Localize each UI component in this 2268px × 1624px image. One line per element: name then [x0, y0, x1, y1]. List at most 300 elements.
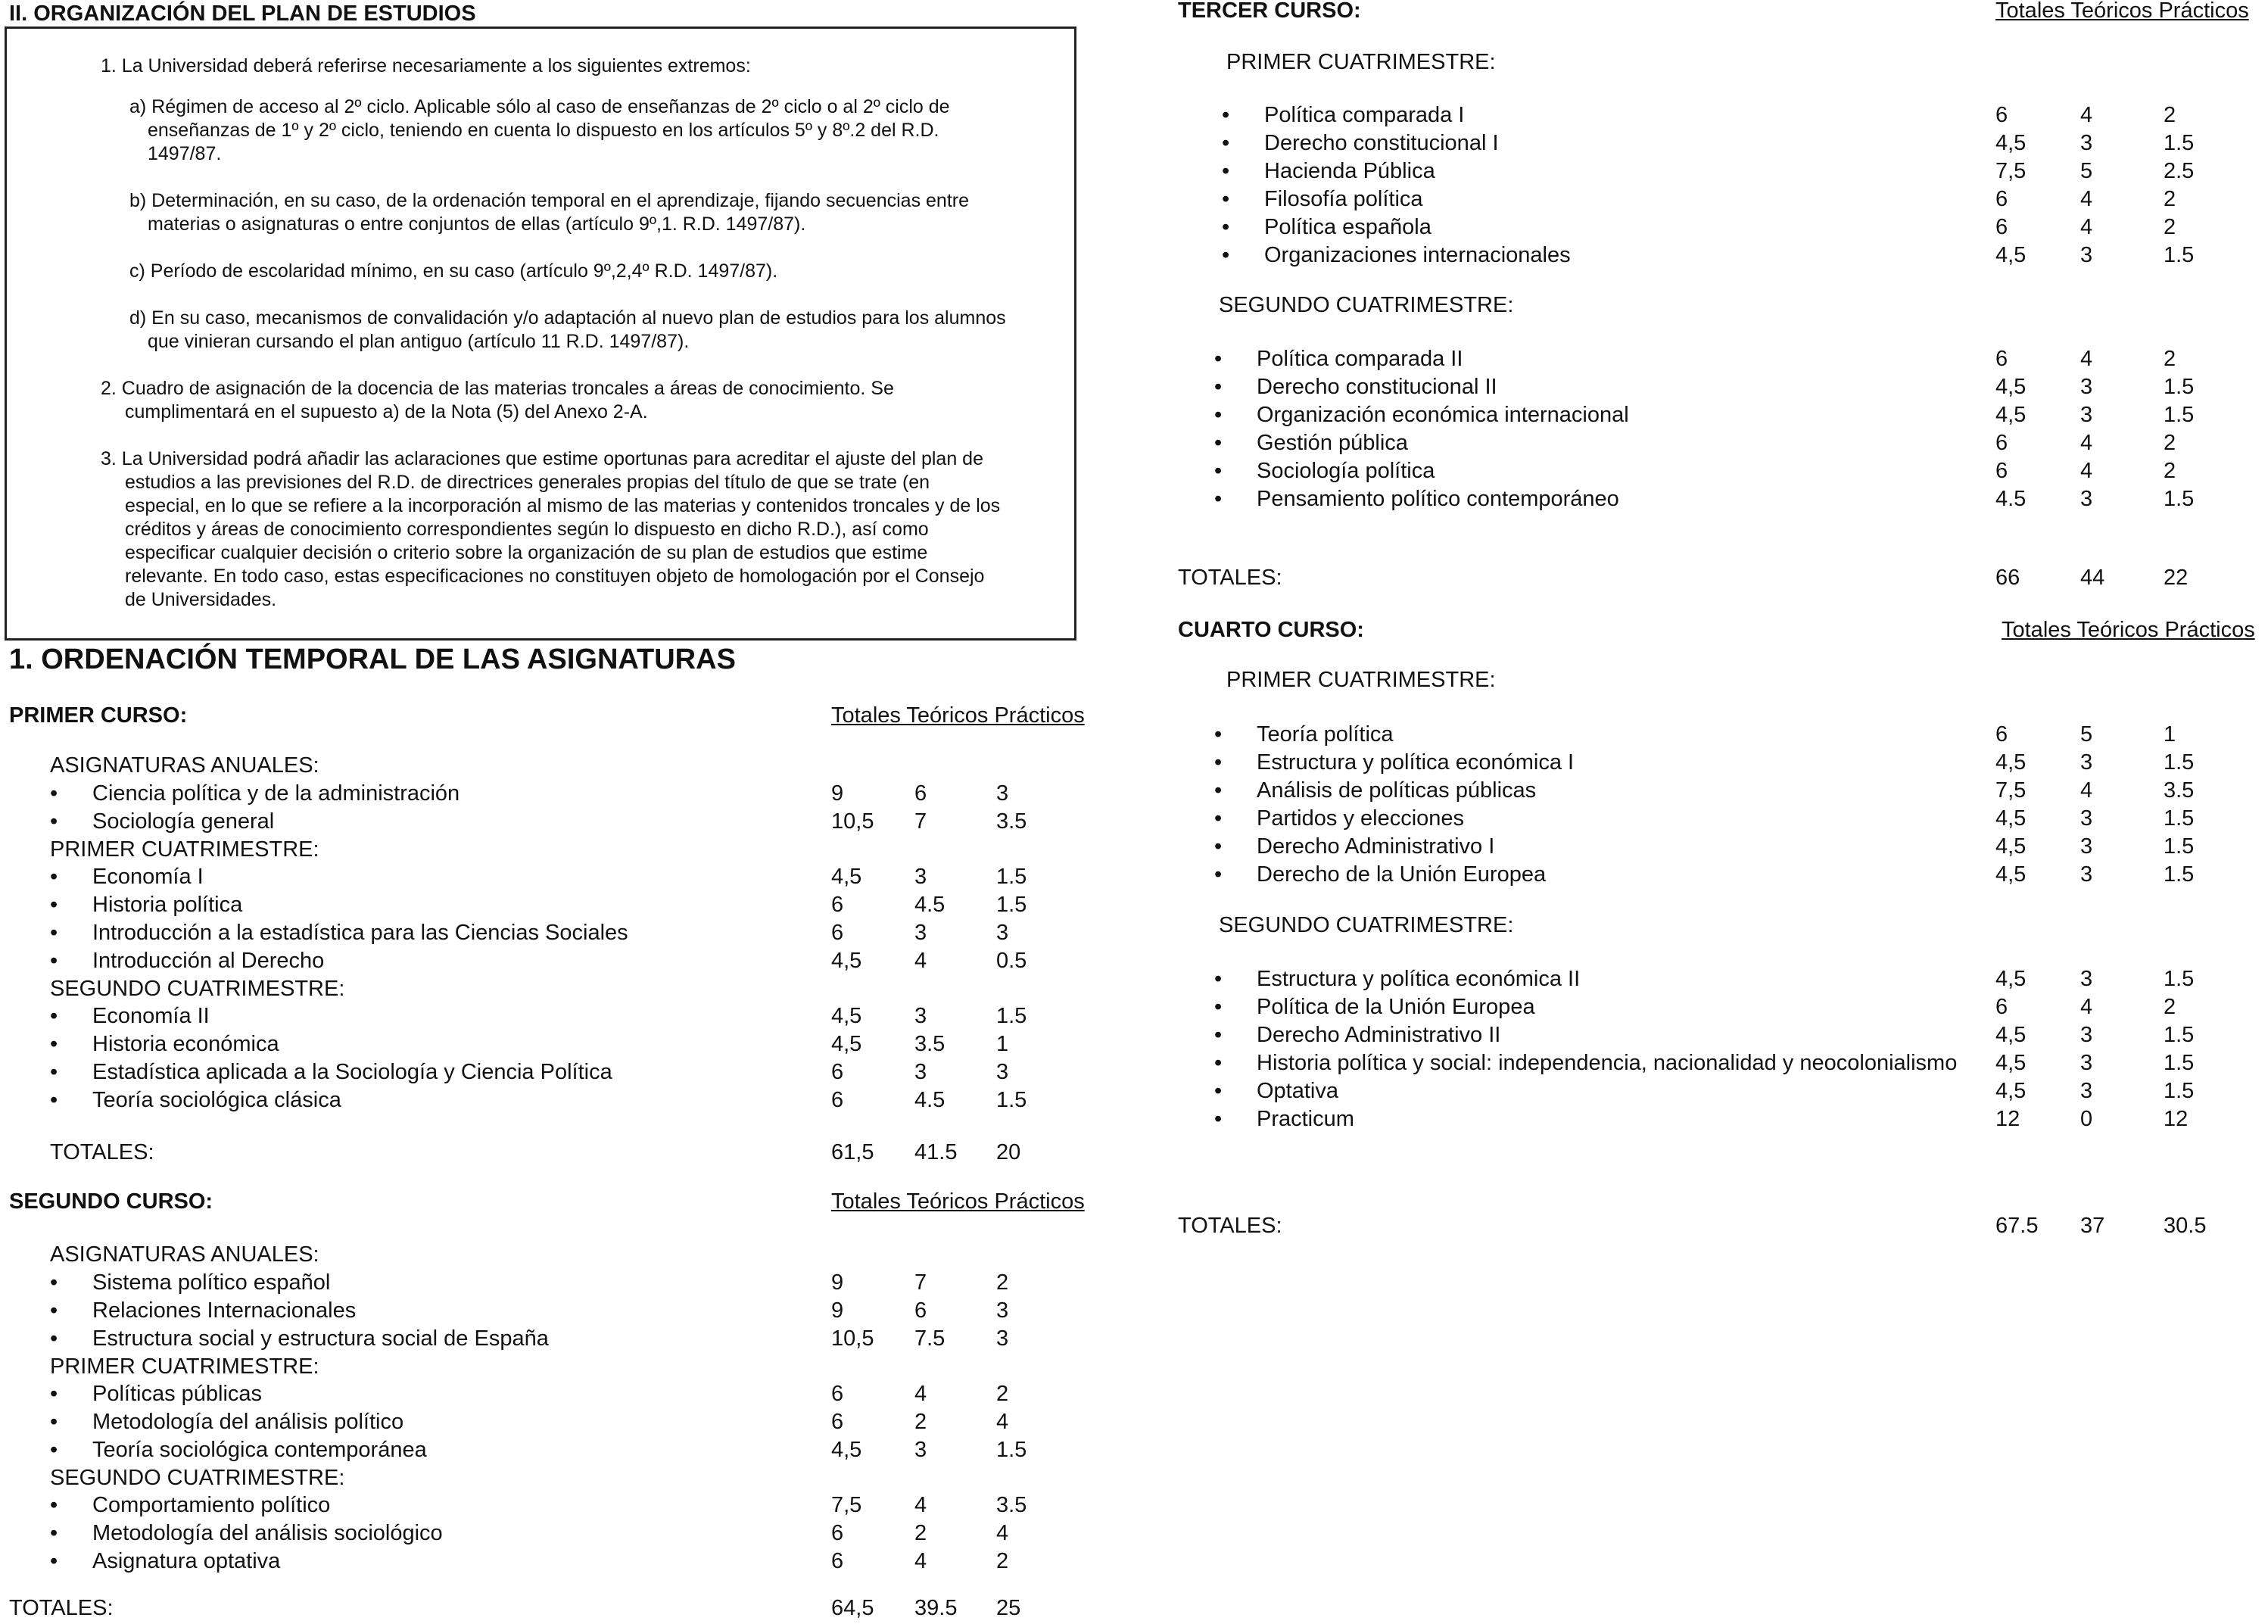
credits-total: 4,5 — [1995, 1023, 2027, 1047]
credits-practicos: 2 — [2164, 431, 2176, 455]
segundo-curso-list — [50, 1242, 1110, 1577]
bullet-icon: • — [1214, 375, 1223, 399]
credits-total: 6 — [1995, 215, 2008, 239]
credits-total: 6 — [831, 1549, 844, 1573]
subject-row — [50, 1549, 1110, 1577]
instruction-1b: b) Determinación, en su caso, de la ordenación temporal en el aprendizaje, fijando secuencias entre materias o asignaturas o entre conjuntos de ellas (artículo 9º,1. R.D. 1497/87). — [129, 190, 969, 235]
subject-name: Estructura y política económica II — [1257, 967, 1581, 991]
totales-practicos: 20 — [996, 1140, 1021, 1164]
subject-name: Metodología del análisis sociológico — [92, 1521, 443, 1545]
credits-practicos: 12 — [2164, 1107, 2189, 1131]
subject-row — [1214, 967, 2266, 995]
totales-label: TOTALES: — [50, 1140, 154, 1164]
subject-row — [1214, 459, 2266, 487]
credits-teoricos: 3 — [2080, 375, 2093, 399]
credits-teoricos: 4 — [914, 1382, 927, 1406]
credits-teoricos: 3 — [2080, 750, 2093, 775]
subject-name: Política comparada I — [1264, 103, 1465, 127]
credits-teoricos: 4 — [2080, 347, 2093, 371]
credits-total: 10,5 — [831, 809, 874, 834]
credits-practicos: 1.5 — [996, 893, 1027, 917]
credits-teoricos: 7 — [914, 809, 927, 834]
totales-teoricos: 44 — [2080, 566, 2105, 590]
segundo-curso-columns: Totales Teóricos Prácticos — [831, 1189, 1085, 1214]
subject-name: Derecho constitucional I — [1264, 131, 1499, 155]
bullet-icon: • — [1214, 403, 1223, 427]
credits-practicos: 3 — [996, 1060, 1009, 1084]
bullet-icon: • — [50, 1493, 58, 1517]
subject-row — [1222, 131, 2266, 159]
subject-row — [1214, 487, 2266, 515]
subject-row — [1214, 1023, 2266, 1051]
subject-row — [1214, 834, 2266, 862]
credits-total: 6 — [1995, 722, 2008, 747]
credits-teoricos: 4 — [2080, 215, 2093, 239]
credits-practicos: 1.5 — [2164, 967, 2195, 991]
credits-total: 4,5 — [1995, 131, 2027, 155]
subject-name: Historia económica — [92, 1032, 279, 1056]
credits-practicos: 1.5 — [2164, 1051, 2195, 1075]
bullet-icon: • — [1214, 459, 1223, 483]
subject-name: Comportamiento político — [92, 1493, 331, 1517]
credits-total: 4,5 — [1995, 834, 2027, 859]
subject-name: Derecho de la Unión Europea — [1257, 862, 1547, 887]
credits-teoricos: 2 — [914, 1410, 927, 1434]
tercer-c1-group — [1222, 103, 2266, 271]
subject-name: Organizaciones internacionales — [1264, 243, 1571, 267]
credits-practicos: 1.5 — [2164, 806, 2195, 831]
primer-c1-group — [50, 865, 1110, 977]
credits-teoricos: 7 — [914, 1270, 927, 1295]
bullet-icon: • — [1222, 215, 1230, 239]
credits-total: 7,5 — [1995, 778, 2027, 803]
bullet-icon: • — [1214, 1051, 1223, 1075]
credits-practicos: 1.5 — [996, 865, 1027, 889]
credits-teoricos: 3 — [2080, 403, 2093, 427]
credits-total: 6 — [831, 1521, 844, 1545]
subject-name: Relaciones Internacionales — [92, 1298, 357, 1323]
bullet-icon: • — [50, 1549, 58, 1573]
credits-total: 12 — [1995, 1107, 2020, 1131]
credits-total: 10,5 — [831, 1326, 874, 1351]
credits-total: 4,5 — [1995, 403, 2027, 427]
credits-teoricos: 5 — [2080, 722, 2093, 747]
bullet-icon: • — [50, 1298, 58, 1323]
credits-teoricos: 3 — [914, 1438, 927, 1462]
credits-total: 6 — [831, 1060, 844, 1084]
credits-teoricos: 4 — [914, 1549, 927, 1573]
subject-row — [50, 893, 1110, 921]
primer-c2-heading: SEGUNDO CUATRIMESTRE: — [50, 977, 345, 1001]
credits-teoricos: 3 — [2080, 834, 2093, 859]
credits-teoricos: 3.5 — [914, 1032, 946, 1056]
subject-name: Sistema político español — [92, 1270, 331, 1295]
credits-total: 4,5 — [831, 1032, 862, 1056]
subject-row — [50, 1298, 1110, 1326]
credits-teoricos: 4 — [2080, 778, 2093, 803]
credits-total: 9 — [831, 1270, 844, 1295]
instruction-1a: a) Régimen de acceso al 2º ciclo. Aplicable sólo al caso de enseñanzas de 2º ciclo o al 2º ciclo de enseñanzas de 1º y 2º ciclo, teniendo en cuenta lo dispuesto en los artículos 5º y 8º.2 del R.D. 1497/87. — [129, 96, 950, 164]
subject-row — [1222, 159, 2266, 187]
bullet-icon: • — [50, 865, 58, 889]
credits-practicos: 1.5 — [2164, 243, 2195, 267]
credits-practicos: 3 — [996, 781, 1009, 806]
tercer-c2-group — [1214, 347, 2266, 515]
credits-teoricos: 3 — [2080, 243, 2093, 267]
credits-practicos: 4 — [996, 1410, 1009, 1434]
segundo-anuales-group — [50, 1270, 1110, 1354]
subject-name: Derecho Administrativo II — [1257, 1023, 1501, 1047]
totales-label: TOTALES: — [1178, 1214, 1282, 1238]
subject-name: Estructura y política económica I — [1257, 750, 1575, 775]
bullet-icon: • — [1214, 487, 1223, 511]
credits-teoricos: 3 — [2080, 487, 2093, 511]
subject-row — [1214, 431, 2266, 459]
credits-total: 4.5 — [1995, 487, 2027, 511]
segundo-anuales-heading: ASIGNATURAS ANUALES: — [50, 1242, 319, 1267]
credits-teoricos: 3 — [2080, 1051, 2093, 1075]
credits-practicos: 2 — [996, 1382, 1009, 1406]
segundo-totales-row — [9, 1596, 1114, 1624]
bullet-icon: • — [1214, 806, 1223, 831]
bullet-icon: • — [50, 1060, 58, 1084]
instruction-1c: c) Período de escolaridad mínimo, en su caso (artículo 9º,2,4º R.D. 1497/87). — [129, 260, 778, 282]
subject-row — [50, 1004, 1110, 1032]
cuarto-totales-row — [1178, 1214, 2253, 1242]
bullet-icon: • — [1214, 1079, 1223, 1103]
main-title: 1. ORDENACIÓN TEMPORAL DE LAS ASIGNATURAS — [9, 644, 736, 675]
segundo-c1-group — [50, 1382, 1110, 1466]
credits-practicos: 2 — [2164, 215, 2176, 239]
credits-total: 4,5 — [831, 1438, 862, 1462]
subject-name: Hacienda Pública — [1264, 159, 1435, 183]
subject-name: Partidos y elecciones — [1257, 806, 1465, 831]
credits-total: 6 — [1995, 187, 2008, 211]
instructions-box — [5, 26, 1076, 641]
totales-total: 61,5 — [831, 1140, 874, 1164]
primer-anuales-group — [50, 781, 1110, 837]
credits-practicos: 1.5 — [2164, 862, 2195, 887]
credits-total: 6 — [1995, 347, 2008, 371]
credits-total: 4,5 — [1995, 1051, 2027, 1075]
credits-teoricos: 3 — [2080, 1023, 2093, 1047]
subject-name: Estructura social y estructura social de España — [92, 1326, 549, 1351]
bullet-icon: • — [1214, 722, 1223, 747]
bullet-icon: • — [1222, 131, 1230, 155]
subject-row — [1214, 862, 2266, 890]
credits-total: 9 — [831, 1298, 844, 1323]
tercer-curso-columns: Totales Teóricos Prácticos — [1995, 0, 2249, 23]
credits-practicos: 3 — [996, 1326, 1009, 1351]
credits-practicos: 1.5 — [2164, 403, 2195, 427]
bullet-icon: • — [1214, 862, 1223, 887]
primer-c1-heading: PRIMER CUATRIMESTRE: — [50, 837, 319, 862]
subject-name: Sociología política — [1257, 459, 1435, 483]
subject-name: Teoría sociológica clásica — [92, 1088, 341, 1112]
credits-total: 4,5 — [1995, 750, 2027, 775]
credits-teoricos: 4.5 — [914, 1088, 946, 1112]
credits-total: 4,5 — [831, 1004, 862, 1028]
bullet-icon: • — [50, 921, 58, 945]
primer-c2-group — [50, 1004, 1110, 1116]
subject-name: Asignatura optativa — [92, 1549, 281, 1573]
instruction-3: 3. La Universidad podrá añadir las aclaraciones que estime oportunas para acreditar el ajuste del plan de estudios a las previsiones del R.D. de directrices generales propias del título de que se trate (en especial, en lo que se refiere a la incorporación al mismo de las materias y contenidos troncales y de los créditos y áreas de conocimiento correspondientes según lo dispuesto en dicho R.D.), así como especificar cualquier decisión o criterio sobre la organización de su plan de estudios que estime relevante. En todo caso, estas especificaciones no constituyen objeto de homologación por el Consejo de Universidades. — [101, 448, 1001, 610]
subject-row — [1214, 347, 2266, 375]
segundo-c1-heading: PRIMER CUATRIMESTRE: — [50, 1354, 319, 1379]
tercer-curso-title: TERCER CURSO: — [1178, 0, 1361, 23]
cuarto-curso-title: CUARTO CURSO: — [1178, 618, 1364, 642]
primer-curso-list — [50, 753, 1110, 1168]
bullet-icon: • — [1222, 159, 1230, 183]
credits-practicos: 2 — [996, 1270, 1009, 1295]
totales-label: TOTALES: — [1178, 566, 1282, 590]
credits-teoricos: 5 — [2080, 159, 2093, 183]
credits-teoricos: 3 — [2080, 967, 2093, 991]
bullet-icon: • — [1222, 187, 1230, 211]
subject-name: Practicum — [1257, 1107, 1354, 1131]
subject-name: Ciencia política y de la administración — [92, 781, 460, 806]
credits-total: 4,5 — [1995, 375, 2027, 399]
credits-teoricos: 3 — [914, 1060, 927, 1084]
subject-row — [50, 1438, 1110, 1466]
credits-practicos: 1.5 — [996, 1438, 1027, 1462]
bullet-icon: • — [1214, 995, 1223, 1019]
credits-teoricos: 3 — [2080, 1079, 2093, 1103]
cuarto-curso-columns: Totales Teóricos Prácticos — [2002, 618, 2255, 642]
credits-teoricos: 4 — [914, 1493, 927, 1517]
segundo-curso-title: SEGUNDO CURSO: — [9, 1189, 213, 1214]
credits-total: 6 — [1995, 459, 2008, 483]
credits-teoricos: 7.5 — [914, 1326, 946, 1351]
cuarto-c2-group — [1214, 967, 2266, 1135]
segundo-c2-group — [50, 1493, 1110, 1577]
bullet-icon: • — [1214, 967, 1223, 991]
subject-row — [1214, 778, 2266, 806]
subject-row — [50, 1493, 1110, 1521]
cuarto-c2-heading: SEGUNDO CUATRIMESTRE: — [1219, 913, 1514, 937]
subject-row — [50, 1088, 1110, 1116]
credits-practicos: 4 — [996, 1521, 1009, 1545]
primer-totales-row — [50, 1140, 1110, 1168]
credits-practicos: 0.5 — [996, 949, 1027, 973]
credits-practicos: 3 — [996, 921, 1009, 945]
credits-teoricos: 3 — [2080, 862, 2093, 887]
subject-row — [1214, 722, 2266, 750]
credits-teoricos: 4 — [914, 949, 927, 973]
subject-name: Teoría política — [1257, 722, 1394, 747]
totales-teoricos: 39.5 — [914, 1596, 958, 1620]
subject-row — [50, 1521, 1110, 1549]
credits-practicos: 1 — [996, 1032, 1009, 1056]
bullet-icon: • — [1214, 347, 1223, 371]
segundo-c2-heading: SEGUNDO CUATRIMESTRE: — [50, 1466, 345, 1490]
credits-total: 9 — [831, 781, 844, 806]
credits-practicos: 1.5 — [2164, 834, 2195, 859]
subject-name: Filosofía política — [1264, 187, 1423, 211]
subject-name: Introducción a la estadística para las Ciencias Sociales — [92, 921, 628, 945]
credits-practicos: 1 — [2164, 722, 2176, 747]
credits-total: 4,5 — [831, 949, 862, 973]
tercer-c2-heading: SEGUNDO CUATRIMESTRE: — [1219, 293, 1514, 317]
credits-practicos: 1.5 — [996, 1004, 1027, 1028]
credits-practicos: 2 — [2164, 459, 2176, 483]
credits-practicos: 1.5 — [2164, 1023, 2195, 1047]
subject-row — [50, 921, 1110, 949]
instruction-1d: d) En su caso, mecanismos de convalidación y/o adaptación al nuevo plan de estudios para los alumnos que vinieran cursando el plan antiguo (artículo 11 R.D. 1497/87). — [129, 307, 1006, 352]
subject-row — [1222, 243, 2266, 271]
bullet-icon: • — [50, 781, 58, 806]
subject-row — [50, 1270, 1110, 1298]
totales-total: 67.5 — [1995, 1214, 2039, 1238]
bullet-icon: • — [50, 1270, 58, 1295]
credits-total: 6 — [1995, 103, 2008, 127]
primer-anuales-heading: ASIGNATURAS ANUALES: — [50, 753, 319, 778]
instructions-text — [101, 55, 1009, 612]
credits-practicos: 2 — [2164, 103, 2176, 127]
subject-row — [50, 809, 1110, 837]
subject-name: Derecho Administrativo I — [1257, 834, 1495, 859]
credits-teoricos: 4 — [2080, 459, 2093, 483]
credits-practicos: 2 — [996, 1549, 1009, 1573]
credits-practicos: 3.5 — [996, 809, 1027, 834]
totales-practicos: 30.5 — [2164, 1214, 2207, 1238]
subject-name: Derecho constitucional II — [1257, 375, 1497, 399]
credits-total: 4,5 — [1995, 862, 2027, 887]
bullet-icon: • — [50, 1088, 58, 1112]
subject-row — [1214, 1079, 2266, 1107]
subject-row — [50, 949, 1110, 977]
bullet-icon: • — [50, 1004, 58, 1028]
credits-teoricos: 3 — [2080, 131, 2093, 155]
credits-teoricos: 4 — [2080, 995, 2093, 1019]
credits-teoricos: 4 — [2080, 103, 2093, 127]
bullet-icon: • — [50, 1032, 58, 1056]
bullet-icon: • — [50, 1438, 58, 1462]
credits-total: 6 — [1995, 995, 2008, 1019]
bullet-icon: • — [1214, 431, 1223, 455]
credits-total: 6 — [831, 1410, 844, 1434]
subject-name: Historia política y social: independencia, nacionalidad y neocolonialismo — [1257, 1051, 1958, 1075]
subject-row — [1214, 750, 2266, 778]
subject-name: Sociología general — [92, 809, 275, 834]
credits-teoricos: 3 — [914, 921, 927, 945]
subject-row — [50, 865, 1110, 893]
tercer-totales-row — [1178, 566, 2253, 594]
subject-row — [1214, 403, 2266, 431]
subject-row — [50, 1410, 1110, 1438]
bullet-icon: • — [1214, 778, 1223, 803]
bullet-icon: • — [50, 1382, 58, 1406]
totales-teoricos: 41.5 — [914, 1140, 958, 1164]
credits-total: 6 — [831, 921, 844, 945]
credits-practicos: 1.5 — [2164, 1079, 2195, 1103]
bullet-icon: • — [1214, 750, 1223, 775]
credits-total: 6 — [831, 1088, 844, 1112]
bullet-icon: • — [50, 809, 58, 834]
subject-name: Organización económica internacional — [1257, 403, 1629, 427]
bullet-icon: • — [1222, 243, 1230, 267]
subject-row — [1214, 375, 2266, 403]
credits-practicos: 1.5 — [2164, 375, 2195, 399]
tercer-c1-heading: PRIMER CUATRIMESTRE: — [1226, 50, 1496, 74]
credits-practicos: 2 — [2164, 995, 2176, 1019]
subject-name: Políticas públicas — [92, 1382, 263, 1406]
subject-row — [1214, 1051, 2266, 1079]
credits-total: 4,5 — [1995, 806, 2027, 831]
credits-teoricos: 3 — [914, 865, 927, 889]
subject-row — [50, 1060, 1110, 1088]
credits-teoricos: 4 — [2080, 187, 2093, 211]
credits-total: 4,5 — [1995, 1079, 2027, 1103]
credits-practicos: 2 — [2164, 347, 2176, 371]
totales-teoricos: 37 — [2080, 1214, 2105, 1238]
bullet-icon: • — [1214, 1107, 1223, 1131]
subject-name: Estadística aplicada a la Sociología y Ciencia Política — [92, 1060, 612, 1084]
section-title: II. ORGANIZACIÓN DEL PLAN DE ESTUDIOS — [9, 2, 476, 26]
subject-name: Gestión pública — [1257, 431, 1408, 455]
subject-row — [50, 1326, 1110, 1354]
credits-practicos: 2 — [2164, 187, 2176, 211]
credits-total: 6 — [1995, 431, 2008, 455]
credits-practicos: 2.5 — [2164, 159, 2195, 183]
credits-total: 6 — [831, 893, 844, 917]
instruction-1: 1. La Universidad deberá referirse necesariamente a los siguientes extremos: — [101, 55, 751, 76]
subject-name: Economía I — [92, 865, 204, 889]
subject-row — [1222, 187, 2266, 215]
credits-total: 4,5 — [1995, 243, 2027, 267]
credits-teoricos: 3 — [2080, 806, 2093, 831]
cuarto-c1-group — [1214, 722, 2266, 890]
subject-name: Política española — [1264, 215, 1432, 239]
credits-total: 6 — [831, 1382, 844, 1406]
primer-curso-columns: Totales Teóricos Prácticos — [831, 703, 1085, 728]
instruction-2: 2. Cuadro de asignación de la docencia de las materias troncales a áreas de conocimiento. Se cumplimentará en el supuesto a) de la Nota (5) del Anexo 2-A. — [101, 378, 894, 422]
bullet-icon: • — [1214, 1023, 1223, 1047]
credits-practicos: 3 — [996, 1298, 1009, 1323]
subject-row — [1222, 103, 2266, 131]
credits-teoricos: 2 — [914, 1521, 927, 1545]
subject-name: Pensamiento político contemporáneo — [1257, 487, 1619, 511]
bullet-icon: • — [50, 1410, 58, 1434]
subject-name: Política comparada II — [1257, 347, 1463, 371]
subject-row — [1214, 1107, 2266, 1135]
credits-practicos: 3.5 — [996, 1493, 1027, 1517]
subject-name: Introducción al Derecho — [92, 949, 325, 973]
cuarto-c1-heading: PRIMER CUATRIMESTRE: — [1226, 668, 1496, 692]
subject-row — [50, 1032, 1110, 1060]
credits-teoricos: 6 — [914, 1298, 927, 1323]
primer-curso-title: PRIMER CURSO: — [9, 703, 188, 728]
credits-total: 7,5 — [831, 1493, 862, 1517]
bullet-icon: • — [50, 949, 58, 973]
credits-practicos: 1.5 — [2164, 487, 2195, 511]
credits-total: 7,5 — [1995, 159, 2027, 183]
bullet-icon: • — [50, 893, 58, 917]
credits-practicos: 1.5 — [996, 1088, 1027, 1112]
totales-practicos: 25 — [996, 1596, 1021, 1620]
totales-total: 66 — [1995, 566, 2020, 590]
bullet-icon: • — [1222, 103, 1230, 127]
credits-total: 4,5 — [1995, 967, 2027, 991]
subject-row — [1222, 215, 2266, 243]
bullet-icon: • — [50, 1326, 58, 1351]
subject-name: Teoría sociológica contemporánea — [92, 1438, 427, 1462]
subject-row — [1214, 806, 2266, 834]
credits-teoricos: 0 — [2080, 1107, 2093, 1131]
subject-name: Optativa — [1257, 1079, 1338, 1103]
subject-name: Metodología del análisis político — [92, 1410, 404, 1434]
bullet-icon: • — [50, 1521, 58, 1545]
